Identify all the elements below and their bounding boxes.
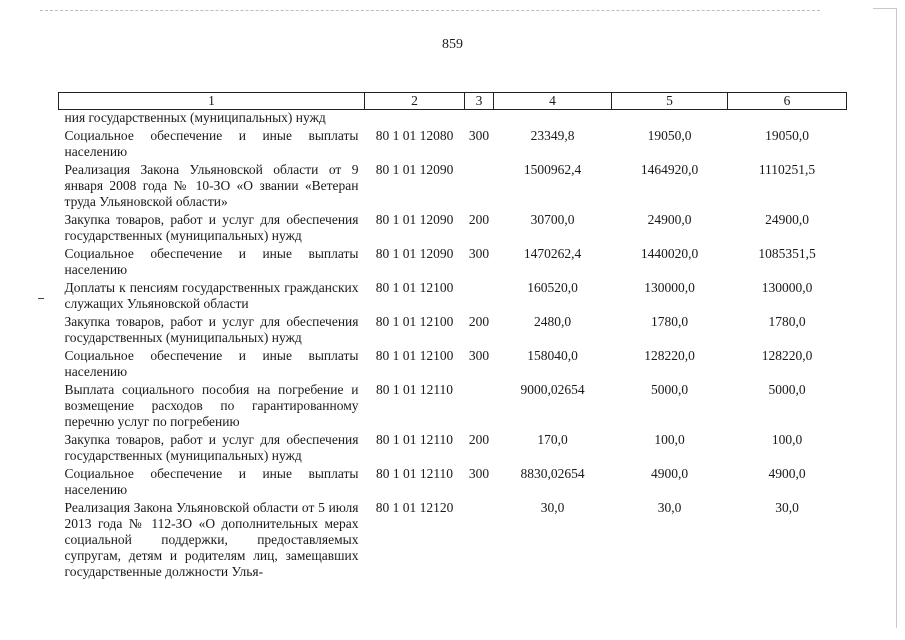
table-row xyxy=(59,246,847,280)
row-name-cell: Социальное обеспечение и иные выплаты населению xyxy=(64,128,359,159)
row-expense-type-cell: 300 xyxy=(468,466,490,481)
row-amount-col6-cell: 19050,0 xyxy=(765,128,809,143)
row-expense-type-cell: 200 xyxy=(468,212,490,227)
row-amount-col4-cell: 23349,8 xyxy=(530,128,575,143)
row-code-cell: 80 1 01 12090 xyxy=(375,246,454,261)
row-code-cell xyxy=(365,110,465,129)
row-amount-col5-cell: 30,0 xyxy=(657,500,682,515)
column-header-4: 4 xyxy=(494,93,612,110)
row-amount-col5-cell: 100,0 xyxy=(654,432,685,447)
row-name-cell: Реализация Закона Ульяновской области от 5 июля 2013 года № 112-ЗО «О дополнительных мерах социальной поддержки, предоставляемых супругам, детям и родителям лиц, замещавших государственные должности Улья- xyxy=(64,500,359,579)
row-name-cell: Выплата социального пособия на погребение и возмещение расходов по гарантированному перечню услуг по погребению xyxy=(64,382,359,429)
row-amount-col6-cell: 1085351,5 xyxy=(758,246,816,261)
row-name-cell: Закупка товаров, работ и услуг для обеспечения государственных (муниципальных) нужд xyxy=(64,314,359,345)
row-code-cell: 80 1 01 12090 xyxy=(375,162,454,177)
table-row xyxy=(59,500,847,582)
row-amount-col4-cell: 9000,02654 xyxy=(520,382,585,397)
row-amount-col6-cell: 1110251,5 xyxy=(758,162,816,177)
table-row xyxy=(59,212,847,246)
row-code-cell: 80 1 01 12100 xyxy=(375,280,454,295)
row-amount-col6-cell: 4900,0 xyxy=(768,466,806,481)
table-row xyxy=(59,466,847,500)
row-expense-type-cell: 200 xyxy=(468,314,490,329)
row-amount-col4-cell: 170,0 xyxy=(537,432,568,447)
table-row xyxy=(59,162,847,212)
row-name-cell: Закупка товаров, работ и услуг для обеспечения государственных (муниципальных) нужд xyxy=(64,212,359,243)
scan-artifact-tick xyxy=(873,8,897,9)
row-code-cell: 80 1 01 12120 xyxy=(375,500,454,515)
row-expense-type-cell: 300 xyxy=(468,348,490,363)
row-amount-col5-cell: 1780,0 xyxy=(650,314,689,329)
row-amount-col5-cell xyxy=(612,110,728,129)
row-amount-col5-cell: 130000,0 xyxy=(644,280,695,295)
row-expense-type-cell: 300 xyxy=(468,246,490,261)
table-row xyxy=(59,128,847,162)
row-amount-col6-cell xyxy=(728,110,847,129)
row-name-cell: Социальное обеспечение и иные выплаты населению xyxy=(64,246,359,277)
row-name-cell: Реализация Закона Ульяновской области от 9 января 2008 года № 10-ЗО «О звании «Ветеран труда Ульяновской области» xyxy=(64,162,359,209)
row-name-cell: Социальное обеспечение и иные выплаты населению xyxy=(64,348,359,379)
row-amount-col4-cell: 1470262,4 xyxy=(523,246,582,261)
row-expense-type-cell xyxy=(465,162,494,212)
row-code-cell: 80 1 01 12100 xyxy=(375,348,454,363)
table-row xyxy=(59,348,847,382)
row-amount-col5-cell: 4900,0 xyxy=(650,466,689,481)
row-amount-col6-cell: 24900,0 xyxy=(765,212,809,227)
row-amount-col6-cell: 100,0 xyxy=(771,432,803,447)
row-amount-col6-cell: 128220,0 xyxy=(761,348,813,363)
row-amount-col6-cell: 1780,0 xyxy=(768,314,806,329)
row-name-cell: Доплаты к пенсиям государственных гражданских служащих Ульяновской области xyxy=(64,280,359,311)
column-header-6: 6 xyxy=(728,93,847,110)
row-code-cell: 80 1 01 12110 xyxy=(375,382,454,397)
table-row xyxy=(59,382,847,432)
table-header-row xyxy=(59,93,847,110)
row-amount-col6-cell: 5000,0 xyxy=(768,382,806,397)
row-expense-type-cell xyxy=(465,110,494,129)
row-name-cell: ния государственных (муниципальных) нужд xyxy=(64,110,326,125)
scan-artifact-edge xyxy=(896,8,897,628)
row-code-cell: 80 1 01 12110 xyxy=(375,432,454,447)
row-amount-col5-cell: 24900,0 xyxy=(647,212,692,227)
row-amount-col4-cell: 30,0 xyxy=(540,500,565,515)
row-name-cell: Закупка товаров, работ и услуг для обеспечения государственных (муниципальных) нужд xyxy=(64,432,359,463)
row-amount-col5-cell: 128220,0 xyxy=(644,348,695,363)
row-expense-type-cell xyxy=(465,280,494,314)
row-amount-col5-cell: 5000,0 xyxy=(650,382,689,397)
row-amount-col5-cell: 1464920,0 xyxy=(640,162,699,177)
table-body xyxy=(59,110,847,583)
column-header-3: 3 xyxy=(465,93,494,110)
row-expense-type-cell: 300 xyxy=(468,128,490,143)
row-amount-col6-cell: 30,0 xyxy=(775,500,799,515)
margin-mark xyxy=(38,298,44,299)
column-header-2: 2 xyxy=(365,93,465,110)
row-amount-col4-cell: 158040,0 xyxy=(527,348,578,363)
row-amount-col6-cell: 130000,0 xyxy=(761,280,813,295)
column-header-5: 5 xyxy=(612,93,728,110)
table-row xyxy=(59,110,847,129)
row-amount-col4-cell: 160520,0 xyxy=(527,280,578,295)
row-name-cell: Социальное обеспечение и иные выплаты населению xyxy=(64,466,359,497)
budget-table xyxy=(58,92,847,582)
row-expense-type-cell xyxy=(465,382,494,432)
row-expense-type-cell xyxy=(465,500,494,582)
row-amount-col5-cell: 19050,0 xyxy=(647,128,692,143)
row-code-cell: 80 1 01 12100 xyxy=(375,314,454,329)
table-row xyxy=(59,280,847,314)
row-amount-col4-cell xyxy=(494,110,612,129)
row-amount-col4-cell: 8830,02654 xyxy=(520,466,585,481)
row-code-cell: 80 1 01 12090 xyxy=(375,212,454,227)
row-amount-col4-cell: 30700,0 xyxy=(530,212,575,227)
table-row xyxy=(59,432,847,466)
row-code-cell: 80 1 01 12110 xyxy=(375,466,454,481)
row-amount-col4-cell: 1500962,4 xyxy=(523,162,582,177)
scan-artifact-top xyxy=(40,10,820,11)
column-header-1: 1 xyxy=(59,93,365,110)
row-amount-col5-cell: 1440020,0 xyxy=(640,246,699,261)
row-expense-type-cell: 200 xyxy=(468,432,490,447)
page-number: 859 xyxy=(442,37,463,52)
row-amount-col4-cell: 2480,0 xyxy=(533,314,572,329)
table-row xyxy=(59,314,847,348)
row-code-cell: 80 1 01 12080 xyxy=(375,128,454,143)
